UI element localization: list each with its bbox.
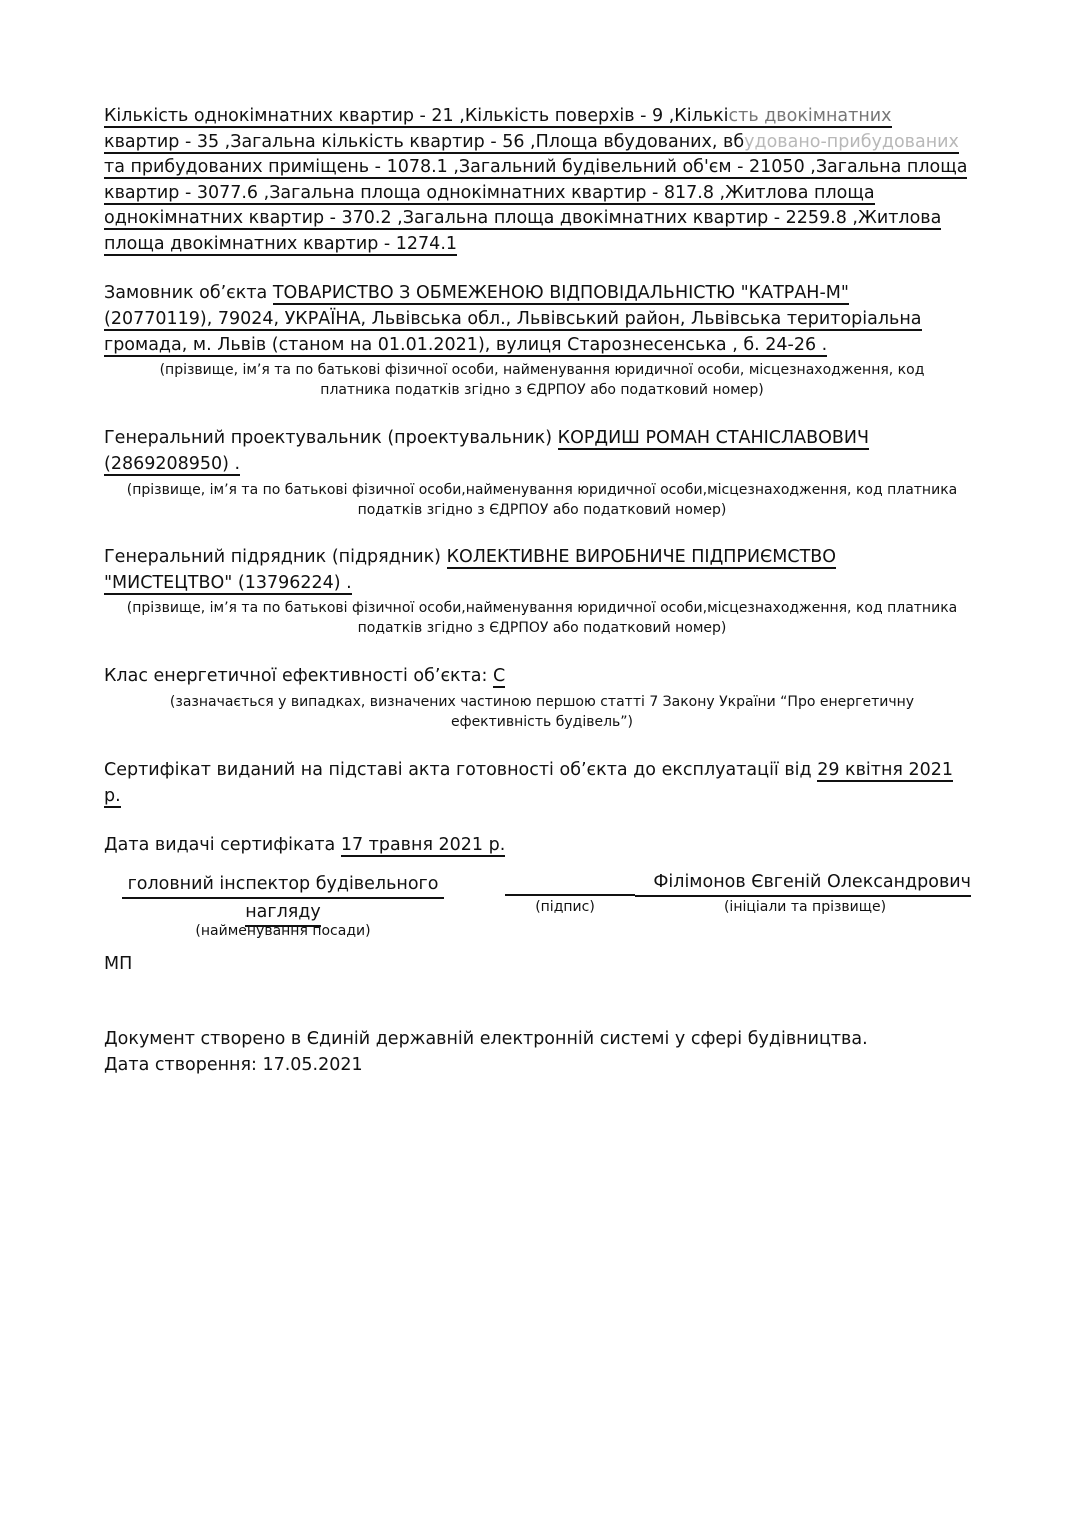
designer-section	[104, 425, 869, 477]
contractor-label: Генеральний підрядник (підрядник)	[104, 547, 447, 567]
document-footer	[104, 1026, 868, 1078]
customer-section	[104, 280, 922, 358]
designer-label: Генеральний проектувальник (проектувальник)	[104, 428, 558, 448]
contractor-section	[104, 544, 836, 596]
designer-name: КОРДИШ РОМАН СТАНІСЛАВОВИЧ	[557, 428, 869, 448]
issue-label: Дата видачі сертифіката	[104, 835, 341, 855]
contractor-name: КОЛЕКТИВНЕ ВИРОБНИЧЕ ПІДПРИЄМСТВО	[446, 547, 837, 567]
signer-name: Філімонов Євгеній Олександрович	[635, 869, 971, 897]
characteristics-line-3: та прибудованих приміщень - 1078.1 ,Загальний будівельний об'єм - 21050 ,Загальна площа	[104, 157, 968, 177]
characteristics-line-1: Кількість однокімнатних квартир - 21 ,Кількість поверхів - 9 ,Кількість двокімнатних	[104, 106, 892, 126]
issue-date: 17 травня 2021 р.	[340, 835, 506, 855]
customer-address-line-2: громада, м. Львів (станом на 01.01.2021), вулиця Старознесенська , б. 24-26 .	[104, 335, 828, 355]
basis-section	[104, 757, 953, 809]
signature-caption: (підпис)	[535, 899, 595, 915]
issue-section	[104, 832, 505, 858]
characteristics-line-4: квартир - 3077.6 ,Загальна площа однокімнатних квартир - 817.8 ,Житлова площа	[104, 182, 875, 203]
energy-section	[104, 663, 505, 689]
footer-creation-date: Дата створення: 17.05.2021	[104, 1055, 363, 1075]
customer-name: ТОВАРИСТВО З ОБМЕЖЕНОЮ ВІДПОВІДАЛЬНІСТЮ "КАТРАН-М"	[272, 283, 849, 303]
basis-date-suffix: р.	[104, 786, 121, 806]
characteristics-line-6: площа двокімнатних квартир - 1274.1	[104, 233, 458, 254]
designer-note: (прізвище, ім’я та по батькові фізичної особи,найменування юридичної особи,місцезнаходження, код платника податків згідно з ЄДРПОУ або податковий номер)	[126, 482, 958, 518]
stamp-label: МП	[104, 954, 133, 974]
contractor-name-cont: "МИСТЕЦТВО" (13796224) .	[104, 573, 352, 593]
basis-label: Сертифікат виданий на підставі акта готовності об’єкта до експлуатації від	[104, 760, 818, 780]
signer-position: головний інспектор будівельного нагляду	[122, 871, 444, 927]
contractor-note: (прізвище, ім’я та по батькові фізичної особи,найменування юридичної особи,місцезнаходження, код платника податків згідно з ЄДРПОУ або податковий номер)	[126, 600, 958, 636]
energy-note: (зазначається у випадках, визначених частиною першою статті 7 Закону України “Про енергетичну ефективність будівель”)	[169, 694, 915, 730]
energy-class-value: C	[493, 666, 506, 686]
name-caption: (ініціали та прізвище)	[723, 899, 887, 915]
customer-address-line-1: (20770119), 79024, УКРАЇНА, Львівська обл., Львівський район, Львівська територіальна	[104, 309, 922, 329]
signature-line	[505, 894, 635, 896]
characteristics-line-2: квартир - 35 ,Загальна кількість квартир - 56 ,Площа вбудованих, вбудовано-прибудованих	[104, 131, 959, 152]
designer-code: (2869208950) .	[104, 454, 241, 474]
characteristics-line-5: однокімнатних квартир - 370.2 ,Загальна площа двокімнатних квартир - 2259.8 ,Житлова	[104, 208, 942, 228]
basis-date: 29 квітня 2021	[817, 760, 954, 780]
energy-label: Клас енергетичної ефективності об’єкта:	[104, 666, 493, 686]
customer-label: Замовник об’єкта	[104, 283, 273, 303]
customer-note: (прізвище, ім’я та по батькові фізичної особи, найменування юридичної особи, місцезнаходження, код платника податків згідно з ЄДРПОУ або податковий номер)	[159, 362, 925, 398]
position-caption: (найменування посади)	[195, 923, 371, 939]
object-characteristics	[104, 104, 984, 257]
footer-system-note: Документ створено в Єдиній державній електронній системі у сфері будівництва.	[104, 1029, 868, 1049]
